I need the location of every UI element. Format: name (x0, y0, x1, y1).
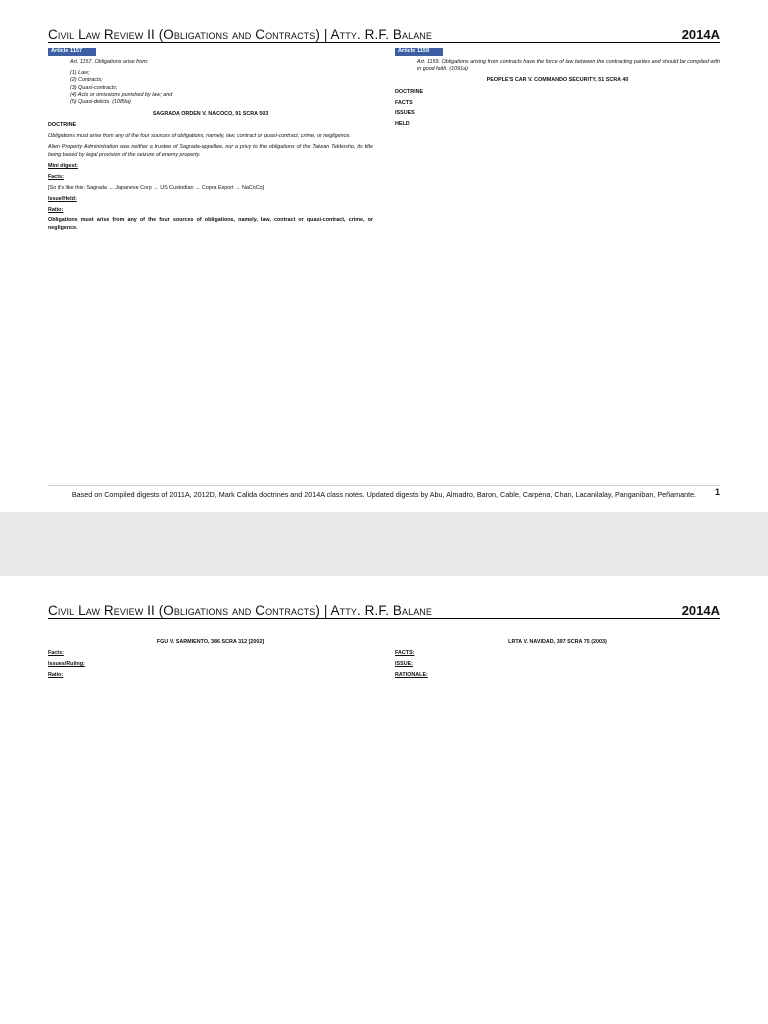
facts-heading: FACTS (395, 99, 413, 106)
article-item: (1) Law; (70, 69, 90, 76)
facts-heading: FACTS: (395, 650, 415, 657)
issue-heading: Issue/Held: (48, 195, 77, 202)
article-label: Article 1159 (395, 48, 443, 56)
article-list (70, 70, 373, 107)
footer-text: Based on Compiled digests of 2011A, 2012D, Mark Calida doctrines and 2014A class notes. Updated digests by Abu, Almadro, Baron, Cable, Carpena, Chan, Lacanilalay, Panganiban, Peñamante. (71, 490, 697, 499)
case-title: LRTA V. NAVIDAD, 397 SCRA 75 (2003) (508, 639, 607, 645)
header-code: 2014A (681, 27, 720, 42)
doctrine-heading: DOCTRINE (48, 122, 77, 129)
issue-heading: ISSUE: (395, 661, 413, 668)
left-column (48, 48, 373, 473)
article-text: Art. 1157. Obligations arise from: (70, 58, 149, 65)
article-item: (2) Contracts; (70, 77, 103, 84)
header-title: Civil Law Review II (Obligations and Contracts) | Atty. R.F. Balane (48, 603, 433, 618)
case-title: SAGRADA ORDEN V. NACOCO, 91 SCRA 503 (152, 110, 269, 117)
article-item: (5) Quasi-delicts. (1089a) (70, 99, 131, 106)
article-item: (4) Acts or omissions punished by law; and (70, 92, 173, 99)
right-column (395, 636, 720, 1020)
article-item: (3) Quasi-contracts; (70, 84, 118, 91)
ratio-bold-text: Obligations must arise from any of the four sources of obligations, namely, law, contract or quasi-contract, crime, or negligence. (48, 217, 373, 231)
article-label: Article 1157 (48, 48, 96, 56)
page-footer (48, 485, 720, 499)
alien-property-text: Alien Property Administration was neither a trustee of Sagrada-appellee, nor a privy to the obligations of the Taiwan Tekkosho, its title being based by legal provision of the seizure of enemy property. (48, 144, 373, 158)
mini-digest-heading: Mini digest: (48, 162, 78, 169)
facts-heading: Facts: (48, 173, 64, 180)
chain-text: [So it's like this: Sagrada → Japanese Corp → US Custodian → Copra Export → NaCoCo] (48, 184, 265, 191)
doctrine-heading: DOCTRINE (395, 88, 424, 95)
page-header (48, 24, 720, 43)
facts-heading: Facts: (48, 650, 64, 657)
right-column (395, 48, 720, 473)
issues-heading: Issues/Ruling: (48, 661, 85, 668)
case-title: FGU V. SARMIENTO, 386 SCRA 312 [2002] (156, 639, 265, 645)
header-code: 2014A (681, 603, 720, 618)
ratio-heading: Ratio: (48, 672, 64, 679)
left-column (48, 636, 373, 1020)
case-title: PEOPLE'S CAR V. COMMANDO SECURITY, 51 SCRA 40 (486, 77, 629, 84)
issues-heading: ISSUES (395, 110, 415, 117)
ratio-heading: Ratio: (48, 206, 64, 213)
header-title: Civil Law Review II (Obligations and Contracts) | Atty. R.F. Balane (48, 27, 433, 42)
article-text: Art. 1159. Obligations arising from contracts have the force of law between the contracting parties and should be complied with in good faith. (1091a) (417, 58, 720, 73)
page-header (48, 600, 720, 619)
page-gap (0, 512, 768, 576)
document-page-2 (0, 576, 768, 1024)
rationale-heading: RATIONALE: (395, 672, 428, 679)
page-number: 1 (714, 487, 720, 497)
held-heading: HELD (395, 121, 410, 128)
doctrine-text: Obligations must arise from any of the four sources of obligations, namely, law, contract or quasi-contract, crime, or negligence. (48, 133, 351, 140)
